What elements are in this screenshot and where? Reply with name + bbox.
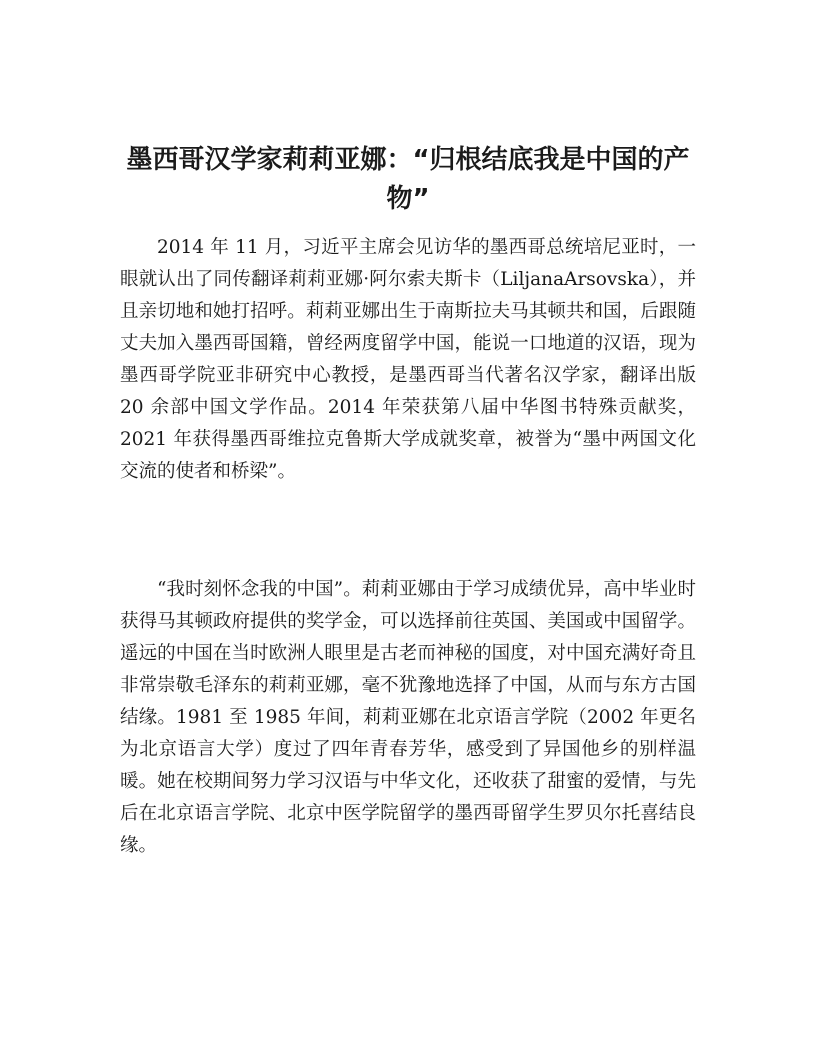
paragraph: 2014 年 11 月，习近平主席会见访华的墨西哥总统培尼亚时，一眼就认出了同传翻译莉莉亚娜·阿尔索夫斯卡（LiljanaArsovska），并且亲切地和她打招呼。莉莉亚娜出生于南斯拉夫马其顿共和国，后跟随丈夫加入墨西哥国籍，曾经两度留学中国，能说一口地道的汉语，现为墨西哥学院亚非研究中心教授，是墨西哥当代著名汉学家，翻译出版 20 余部中国文学作品。2014 年荣获第八届中华图书特殊贡献奖，2021 年获得墨西哥维拉克鲁斯大学成就奖章，被誉为“墨中两国文化交流的使者和桥梁”。: [120, 237, 696, 482]
paragraph: “我时刻怀念我的中国”。莉莉亚娜由于学习成绩优异，高中毕业时获得马其顿政府提供的奖学金，可以选择前往英国、美国或中国留学。遥远的中国在当时欧洲人眼里是古老而神秘的国度，对中国充满好奇且非常崇敬毛泽东的莉莉亚娜，毫不犹豫地选择了中国，从而与东方古国结缘。1981 至 1985 年间，莉莉亚娜在北京语言学院（2002 年更名为北京语言大学）度过了四年青春芳华，感受到了异国他乡的别样温暖。她在校期间努力学习汉语与中华文化，还收获了甜蜜的爱情，与先后在北京语言学院、北京中医学院留学的墨西哥留学生罗贝尔托喜结良缘。: [120, 579, 696, 856]
document-title: 墨西哥汉学家莉莉亚娜：“归根结底我是中国的产物”: [126, 145, 690, 214]
